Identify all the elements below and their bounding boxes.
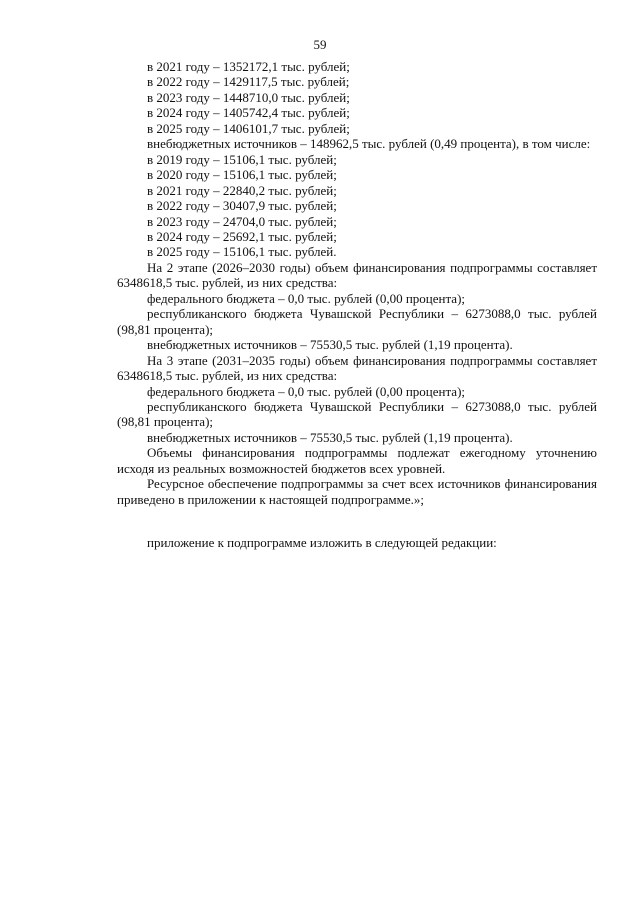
funding-line-2021: в 2021 году – 1352172,1 тыс. рублей; — [147, 59, 350, 74]
appendix-instruction-paragraph: приложение к подпрограмме изложить в следующей редакции: — [147, 534, 497, 550]
resource-provision-paragraph: Ресурсное обеспечение подпрограммы за счет всех источников финансирования приведено в приложении к настоящей подпрограмме.»; — [117, 476, 597, 507]
stage2-intro-paragraph: На 2 этапе (2026–2030 годы) объем финансирования подпрограммы составляет 6348618,5 тыс. рублей, из них средства: — [117, 259, 597, 291]
document-body — [117, 59, 597, 550]
extrabudget-line-2019: в 2019 году – 15106,1 тыс. рублей; — [147, 151, 337, 167]
blank-line — [117, 507, 597, 522]
stage3-federal-line: федерального бюджета – 0,0 тыс. рублей (0,00 процента); — [147, 383, 466, 399]
extrabudget-line-2025: в 2025 году – 15106,1 тыс. рублей. — [147, 244, 337, 260]
stage2-federal-line: федерального бюджета – 0,0 тыс. рублей (0,00 процента); — [147, 290, 466, 306]
page-number: 59 — [313, 37, 327, 52]
stage3-extrabudget-line: внебюджетных источников – 75530,5 тыс. рублей (1,19 процента). — [147, 429, 513, 445]
extrabudget-line-2022: в 2022 году – 30407,9 тыс. рублей; — [147, 198, 337, 214]
stage3-republic-paragraph: республиканского бюджета Чувашской Республики – 6273088,0 тыс. рублей (98,81 процента); — [117, 398, 597, 430]
annual-refinement-paragraph: Объемы финансирования подпрограммы подлежат ежегодному уточнению исходя из реальных возможностей бюджетов всех уровней. — [117, 445, 597, 476]
stage2-extrabudget-line: внебюджетных источников – 75530,5 тыс. рублей (1,19 процента). — [147, 337, 513, 353]
funding-line-2025: в 2025 году – 1406101,7 тыс. рублей; — [147, 120, 350, 136]
funding-line-2023: в 2023 году – 1448710,0 тыс. рублей; — [147, 89, 350, 105]
funding-line-2022: в 2022 году – 1429117,5 тыс. рублей; — [147, 74, 350, 90]
funding-line-2024: в 2024 году – 1405742,4 тыс. рублей; — [147, 105, 350, 121]
stage2-republic-paragraph: республиканского бюджета Чувашской Республики – 6273088,0 тыс. рублей (98,81 процента); — [117, 306, 597, 337]
extrabudget-line-2021: в 2021 году – 22840,2 тыс. рублей; — [147, 182, 337, 198]
extrabudget-line-2020: в 2020 году – 15106,1 тыс. рублей; — [147, 167, 337, 183]
extrabudget-line-2024: в 2024 году – 25692,1 тыс. рублей; — [147, 228, 337, 244]
extrabudget-line-2023: в 2023 году – 24704,0 тыс. рублей; — [147, 213, 337, 229]
extrabudget-total-paragraph: внебюджетных источников – 148962,5 тыс. рублей (0,49 процента), в том числе: — [147, 136, 591, 152]
stage3-intro-paragraph: На 3 этапе (2031–2035 годы) объем финансирования подпрограммы составляет 6348618,5 тыс. рублей, из них средства: — [117, 352, 597, 384]
